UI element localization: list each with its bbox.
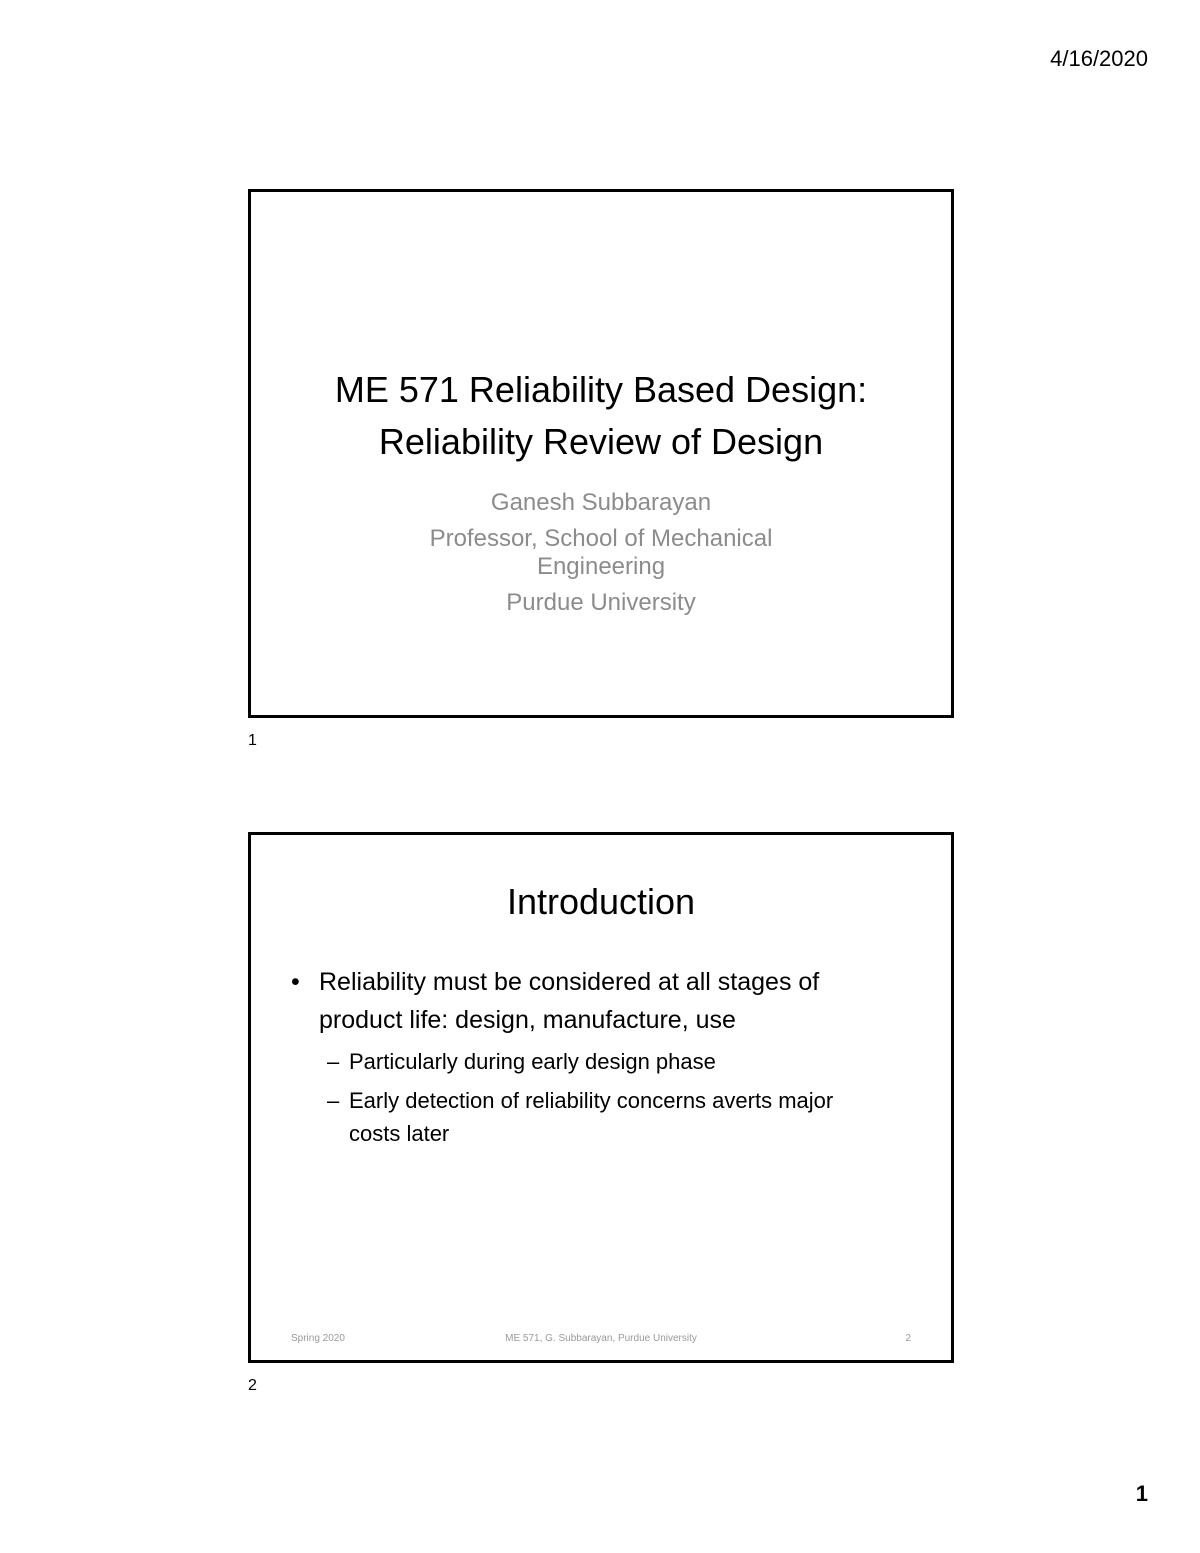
page-number: 1 (1135, 1481, 1148, 1506)
author-institution: Purdue University (506, 589, 696, 616)
page-date: 4/16/2020 (1050, 46, 1148, 71)
slide-1 (248, 189, 954, 718)
bullet-line-2: product life: design, manufacture, use (319, 1006, 736, 1034)
sub-bullet-2-line-2: costs later (349, 1121, 450, 1146)
slide-1-subtitle (251, 489, 951, 617)
sub-bullet-2-line-1: Early detection of reliability concerns averts major (349, 1088, 834, 1113)
bullet-item (287, 963, 915, 1039)
slide-1-title-line-2: Reliability Review of Design (378, 421, 824, 462)
slide-1-title (251, 364, 951, 468)
footer-course: ME 571, G. Subbarayan, Purdue University (505, 1333, 697, 1344)
footer-slide-number: 2 (905, 1333, 911, 1344)
slide-1-number: 1 (248, 732, 257, 749)
sub-bullet-1-line-1: Particularly during early design phase (349, 1049, 716, 1074)
bullet-line-1: Reliability must be considered at all stages of (319, 968, 820, 996)
sub-bullet-item-1 (287, 1045, 915, 1078)
dash-icon: – (327, 1088, 340, 1113)
author-name: Ganesh Subbarayan (490, 489, 712, 516)
slide-1-title-line-1: ME 571 Reliability Based Design: (334, 369, 868, 410)
bullet-icon: • (291, 968, 300, 996)
slide-2-title: Introduction (506, 881, 696, 922)
slide-2 (248, 832, 954, 1363)
sub-bullet-item-2 (287, 1084, 915, 1150)
slide-2-number: 2 (248, 1377, 257, 1394)
dash-icon: – (327, 1049, 340, 1074)
author-role-line-1: Professor, School of Mechanical (429, 525, 773, 552)
bullet-list (287, 963, 915, 1150)
footer-term: Spring 2020 (291, 1333, 345, 1344)
author-role-line-2: Engineering (536, 553, 666, 580)
